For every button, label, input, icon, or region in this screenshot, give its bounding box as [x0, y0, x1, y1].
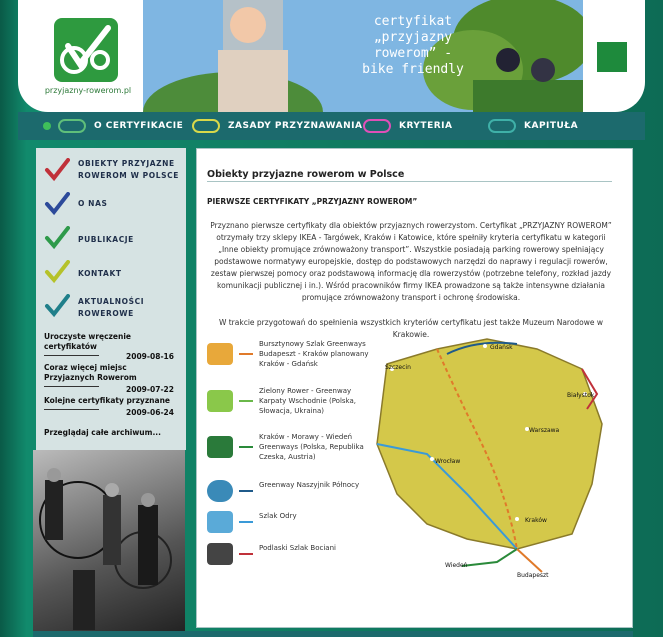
nav-item-label: ZASADY PRZYZNAWANIA [228, 121, 363, 131]
krakow-greenway-icon [207, 436, 233, 458]
banner-slogan [343, 14, 483, 78]
news-item[interactable] [44, 363, 179, 394]
bike-icon [488, 119, 516, 133]
greenways-map [207, 334, 617, 624]
legend-label: Kraków - Morawy - Wiedeń Greenways (Polska, Republika Czeska, Austria) [259, 433, 364, 461]
legend-line [239, 490, 253, 492]
nav-item-kapitula[interactable] [488, 112, 578, 140]
banner-line: bike friendly [362, 62, 464, 77]
check-icon [44, 192, 70, 216]
bike-icon [192, 119, 220, 133]
banner-line: certyfikat [373, 14, 453, 29]
odra-trail-icon [207, 511, 233, 533]
title-divider [207, 181, 612, 182]
legend-item [207, 432, 367, 472]
legend-line [239, 400, 253, 402]
bike-check-logo-icon [54, 18, 118, 82]
nav-item-zasady-przyznawania[interactable] [192, 112, 362, 140]
map-city-label: Wrocław [435, 458, 461, 465]
nav-item-o-certyfikacie[interactable] [58, 112, 183, 140]
sidebar-item-label: PUBLIKACJE [78, 235, 134, 244]
map-city-label: Warszawa [529, 427, 560, 434]
north-greenway-icon [207, 480, 233, 502]
nav-item-label: KRYTERIA [399, 121, 453, 131]
amber-trail-icon [207, 343, 233, 365]
legend-line [239, 521, 253, 523]
sidebar-item-label: OBIEKTY PRZYJAZNE [78, 159, 175, 168]
map-city-label: Wiedeń [445, 562, 468, 569]
map-city-label: Kraków [525, 517, 547, 524]
sidebar-item-label: KONTAKT [78, 269, 122, 278]
partner-logo-icon[interactable] [595, 40, 629, 74]
bicycle-photo-icon [33, 450, 185, 633]
nav-item-kryteria[interactable] [363, 112, 452, 140]
map-city-label: Budapeszt [517, 572, 549, 579]
legend-item [207, 539, 367, 579]
news-title[interactable]: Kolejne certyfikaty przyznane [44, 396, 171, 405]
green-bike-icon [207, 390, 233, 412]
header [18, 0, 645, 112]
bike-icon [363, 119, 391, 133]
check-icon [44, 158, 70, 182]
article-paragraph: W trakcie przygotowań do spełnienia wszystkich kryteriów certyfikatu jest także Muzeum Narodowe w Krakowie. [218, 318, 604, 339]
legend-label: Bursztynowy Szlak Greenways Budapeszt - Kraków planowany Kraków - Gdańsk [259, 340, 369, 368]
article-paragraph: Przyznano pierwsze certyfikaty dla obiektów przyjaznych rowerzystom. Certyfikat „PRZYJAZNY ROWEROM” otrzymały trzy sklepy IKEA - Targówek, Kraków i Katowice, które spełniły kryteria certyfikatu w kategorii „Inne obiekty promujące zrównoważony transport”. Wszystkie posiadają parking rowerowy spełniający podstawowe normatywy europejskie, dostęp do podstawowych narzędzi do naprawy i regulacji rowerów, zestaw pierwszej pomocy oraz podstawową informację dla rowerzystów (potrzebne telefony, rozkład jazdy komunikacji publicznej i in.). Wśród pracowników firmy IKEA prowadzone są także intensywne działania promujące zrównoważony transport i ochronę środowiska. [210, 221, 612, 302]
legend-label: Szlak Odry [259, 512, 297, 520]
legend-label: Greenway Naszyjnik Północy [259, 481, 360, 489]
banner-line: „przyjazny [373, 30, 453, 45]
news-date: 2009-07-22 [126, 385, 174, 394]
news-item[interactable] [44, 396, 179, 417]
page-title: Obiekty przyjazne rowerom w Polsce [207, 169, 405, 180]
check-icon [44, 260, 70, 284]
sidebar-item-label: O NAS [78, 199, 108, 208]
archive-link[interactable]: Przeglądaj całe archiwum... [44, 428, 161, 437]
nav-item-label: O CERTYFIKACIE [94, 121, 184, 131]
legend-line [239, 553, 253, 555]
check-icon [44, 226, 70, 250]
bike-icon [58, 119, 86, 133]
sidebar-item-label: ROWEROM W POLSCE [78, 171, 179, 180]
sidebar-item-label: AKTUALNOŚCI [78, 297, 145, 306]
news-date: 2009-06-24 [126, 408, 174, 417]
section-title: PIERWSZE CERTYFIKATY „PRZYJAZNY ROWEROM” [207, 197, 418, 206]
header-banner [143, 0, 583, 112]
active-indicator-icon [43, 122, 51, 130]
map-city-label: Białystok [567, 392, 595, 399]
legend-item [207, 386, 367, 426]
main-nav [18, 112, 645, 140]
legend-item [207, 339, 367, 379]
legend-label: Zielony Rower - Greenway Karpaty Wschodnie (Polska, Słowacja, Ukraina) [259, 387, 356, 415]
news-date: 2009-08-16 [126, 352, 174, 361]
site-logo[interactable] [32, 4, 144, 108]
legend-line [239, 353, 253, 355]
banner-line: rowerom” - [373, 46, 453, 61]
sidebar [36, 148, 186, 450]
stork-trail-icon [207, 543, 233, 565]
check-icon [44, 294, 70, 318]
vintage-bicycle-photo [33, 450, 185, 633]
sidebar-item-label: ROWEROWE [78, 309, 134, 318]
map-city-label: Gdańsk [490, 344, 513, 351]
news-title[interactable]: Uroczyste wręczenie certyfikatów [44, 332, 131, 351]
news-title[interactable]: Coraz więcej miejsc Przyjaznych Rowerom [44, 363, 137, 382]
map-city-label: Szczecin [385, 364, 411, 371]
nav-item-label: KAPITUŁA [524, 121, 579, 131]
footer-strip [33, 631, 633, 637]
legend-label: Podlaski Szlak Bociani [259, 544, 336, 552]
logo-url-text: przyjazny-rowerom.pl [44, 86, 132, 95]
legend-line [239, 446, 253, 448]
news-item[interactable] [44, 332, 179, 361]
main-content [196, 148, 633, 628]
